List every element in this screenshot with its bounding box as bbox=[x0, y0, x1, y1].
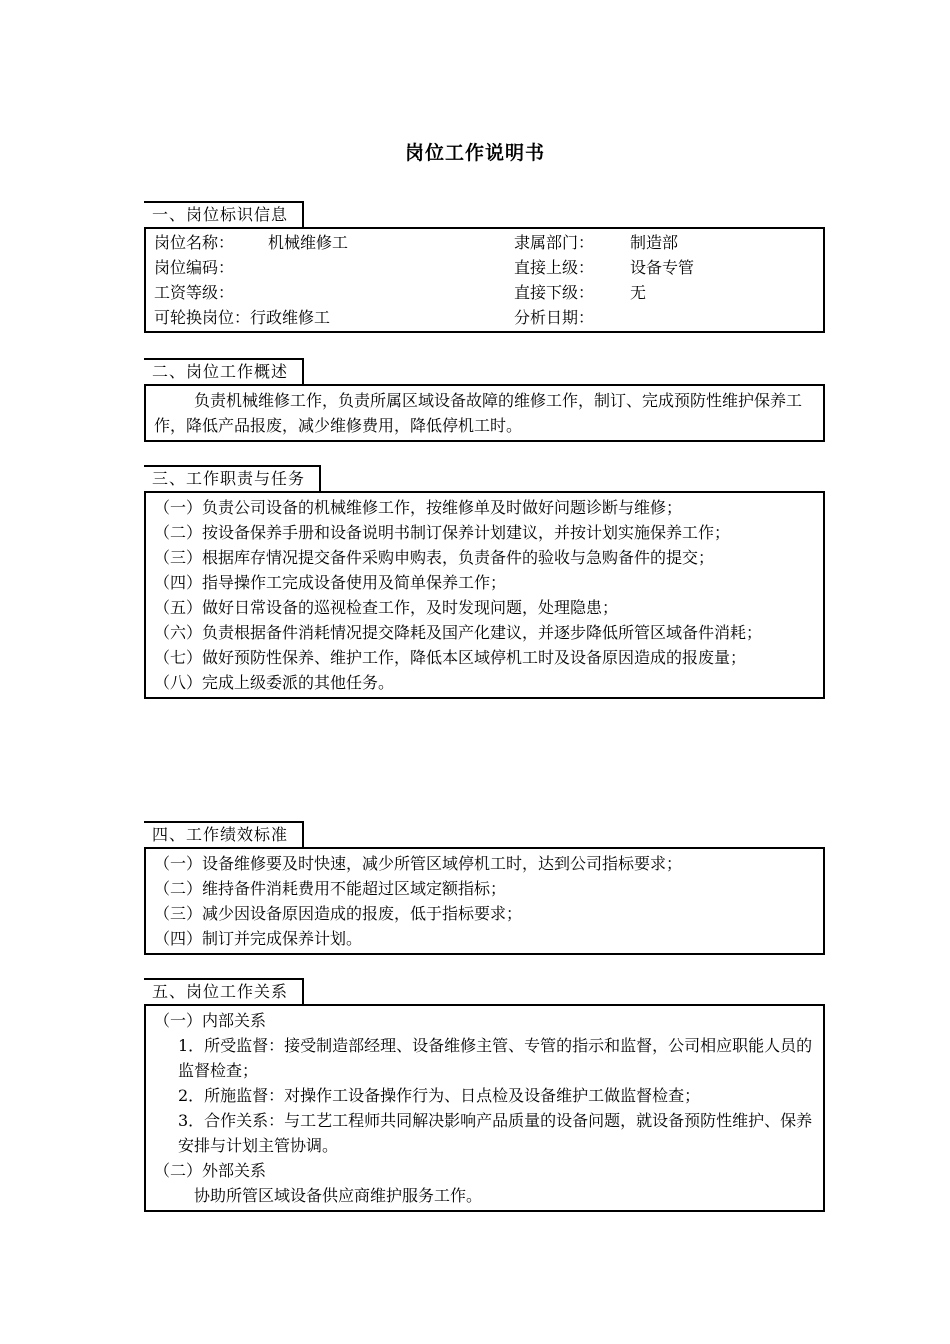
relation-item: 协助所管区域设备供应商维护服务工作。 bbox=[194, 1186, 483, 1205]
list-item: （八）完成上级委派的其他任务。 bbox=[154, 673, 395, 692]
overview-text: 负责机械维修工作，负责所属区域设备故障的维修工作，制订、完成预防性维护保养工作，降低产品报废，减少维修费用，降低停机工时。 bbox=[154, 391, 803, 435]
relation-item: 3．合作关系：与工艺工程师共同解决影响产品质量的设备问题，就设备预防性维护、保养安排与计划主管协调。 bbox=[178, 1111, 813, 1155]
section-body bbox=[144, 227, 825, 333]
field-label: 岗位名称： bbox=[154, 233, 235, 252]
field-label: 隶属部门： bbox=[514, 233, 595, 252]
info-row bbox=[154, 305, 815, 330]
section-body bbox=[144, 847, 825, 955]
list-item: （二）维持备件消耗费用不能超过区域定额指标； bbox=[154, 879, 507, 898]
field-label: 可轮换岗位： bbox=[154, 308, 251, 327]
relation-item: 1．所受监督：接受制造部经理、设备维修主管、专管的指示和监督，公司相应职能人员的监督检查； bbox=[178, 1036, 813, 1080]
section-header: 四、工作绩效标准 bbox=[144, 821, 304, 847]
field-label: 岗位编码： bbox=[154, 258, 235, 277]
section-body bbox=[144, 1004, 825, 1212]
section-identification bbox=[144, 201, 825, 333]
list-item: （四）制订并完成保养计划。 bbox=[154, 929, 363, 948]
list-item: （五）做好日常设备的巡视检查工作，及时发现问题，处理隐患； bbox=[154, 598, 619, 617]
list-item: （七）做好预防性保养、维护工作，降低本区域停机工时及设备原因造成的报废量； bbox=[154, 648, 747, 667]
list-item: （二）按设备保养手册和设备说明书制订保养计划建议，并按计划实施保养工作； bbox=[154, 523, 731, 542]
section-header: 三、工作职责与任务 bbox=[144, 465, 321, 491]
field-label: 直接上级： bbox=[514, 258, 595, 277]
field-value: 设备专管 bbox=[630, 258, 695, 277]
section-header: 一、岗位标识信息 bbox=[144, 201, 304, 227]
section-body bbox=[144, 491, 825, 699]
list-item: （三）根据库存情况提交备件采购申购表，负责备件的验收与急购备件的提交； bbox=[154, 548, 715, 567]
page-title: 岗位工作说明书 bbox=[404, 142, 545, 164]
list-item: （六）负责根据备件消耗情况提交降耗及国产化建议，并逐步降低所管区域备件消耗； bbox=[154, 623, 763, 642]
list-item: （一）负责公司设备的机械维修工作，按维修单及时做好问题诊断与维修； bbox=[154, 498, 683, 517]
section-header: 五、岗位工作关系 bbox=[144, 978, 304, 1004]
field-value: 无 bbox=[630, 283, 647, 302]
list-item: （一）设备维修要及时快速，减少所管区域停机工时，达到公司指标要求； bbox=[154, 854, 683, 873]
section-relations bbox=[144, 978, 825, 1212]
section-header: 二、岗位工作概述 bbox=[144, 358, 304, 384]
list-item: （三）减少因设备原因造成的报废，低于指标要求； bbox=[154, 904, 523, 923]
section-duties bbox=[144, 465, 825, 699]
list-item: （四）指导操作工完成设备使用及简单保养工作； bbox=[154, 573, 507, 592]
field-value: 制造部 bbox=[630, 233, 679, 252]
section-performance bbox=[144, 821, 825, 955]
field-value: 机械维修工 bbox=[268, 233, 349, 252]
subsection-title: （二）外部关系 bbox=[154, 1161, 267, 1180]
subsection-title: （一）内部关系 bbox=[154, 1011, 267, 1030]
field-value: 行政维修工 bbox=[250, 308, 331, 327]
field-label: 直接下级： bbox=[514, 283, 595, 302]
relation-item: 2．所施监督：对操作工设备操作行为、日点检及设备维护工做监督检查； bbox=[178, 1086, 701, 1105]
info-row bbox=[154, 255, 815, 280]
info-row bbox=[154, 230, 815, 255]
info-row bbox=[154, 280, 815, 305]
field-label: 工资等级： bbox=[154, 283, 235, 302]
section-overview bbox=[144, 358, 825, 442]
field-label: 分析日期： bbox=[514, 308, 595, 327]
section-body bbox=[144, 384, 825, 442]
